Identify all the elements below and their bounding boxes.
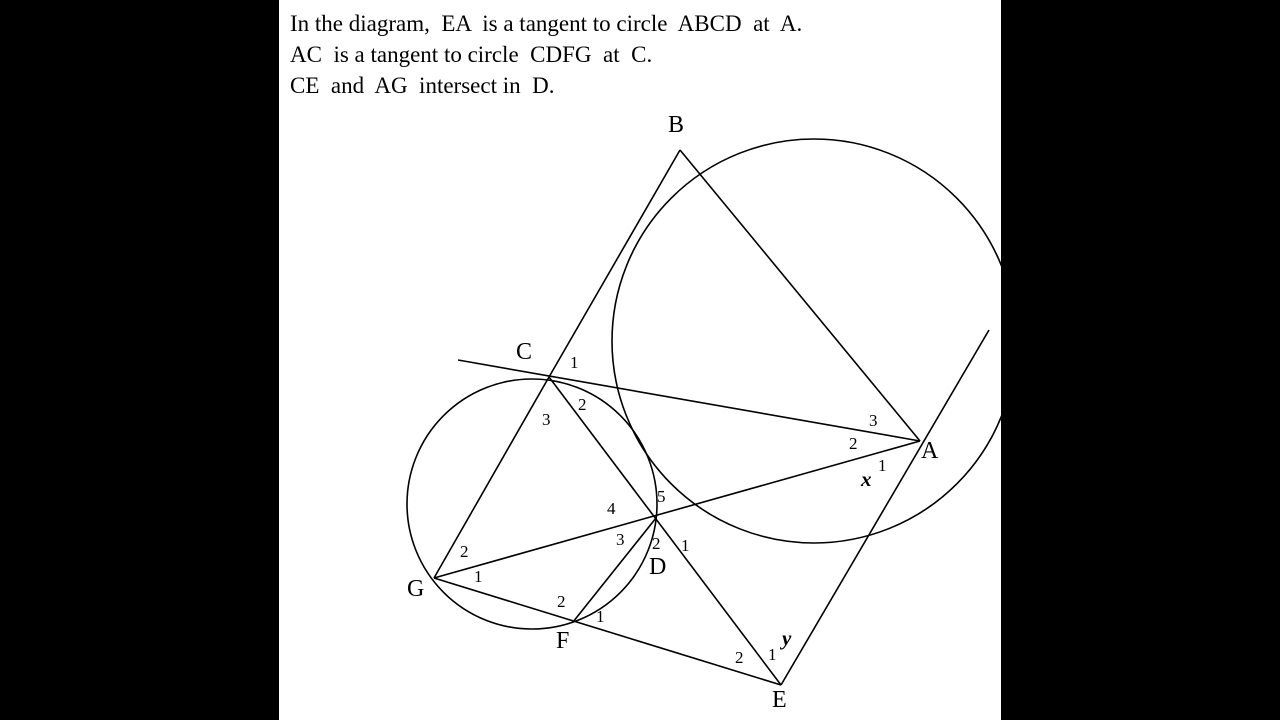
angle-label-d4: 4 [607,499,616,518]
statement-line-3: CE and AG intersect in D. [290,73,555,98]
angle-label-d2: 2 [652,534,661,553]
angle-label-a2: 2 [849,434,858,453]
point-label-f: F [556,628,570,654]
point-label-a: A [921,438,939,464]
segment-ge [434,578,781,685]
angle-label-g1: 1 [474,567,483,586]
point-label-d: D [649,554,667,580]
segment-df [573,518,656,622]
angle-label-c3: 3 [542,410,551,429]
tangent-ea-extended [781,330,989,685]
angle-label-f1: 1 [596,607,605,626]
angle-label-d1: 1 [681,536,690,555]
variable-y: y [782,626,792,650]
angle-label-d3: 3 [616,530,625,549]
circle-cdfg [407,379,657,629]
statement-line-1: In the diagram, EA is a tangent to circle ABCD at A. [290,11,803,36]
angle-label-c1: 1 [570,353,579,372]
segment-ga [434,441,920,578]
angle-label-e1: 1 [768,645,777,664]
segment-cb [549,150,680,377]
line-ac-extended [458,360,920,441]
angle-label-f2: 2 [557,592,566,611]
angle-label-g2: 2 [460,542,469,561]
problem-sheet [279,0,1001,720]
point-label-c: C [516,339,533,365]
point-label-b: B [668,112,685,138]
angle-label-d5: 5 [657,487,666,506]
segment-ba [680,150,920,441]
statement-line-2: AC is a tangent to circle CDFG at C. [290,42,653,67]
angle-label-e2: 2 [735,648,744,667]
variable-x: x [861,467,872,491]
geometry-diagram [279,0,1001,720]
angle-label-a3: 3 [869,411,878,430]
point-label-g: G [407,576,425,602]
angle-label-a1: 1 [878,456,887,475]
angle-label-c2: 2 [578,395,587,414]
circle-abcd [612,139,1001,543]
segment-cg [434,377,549,578]
point-label-e: E [772,687,787,713]
